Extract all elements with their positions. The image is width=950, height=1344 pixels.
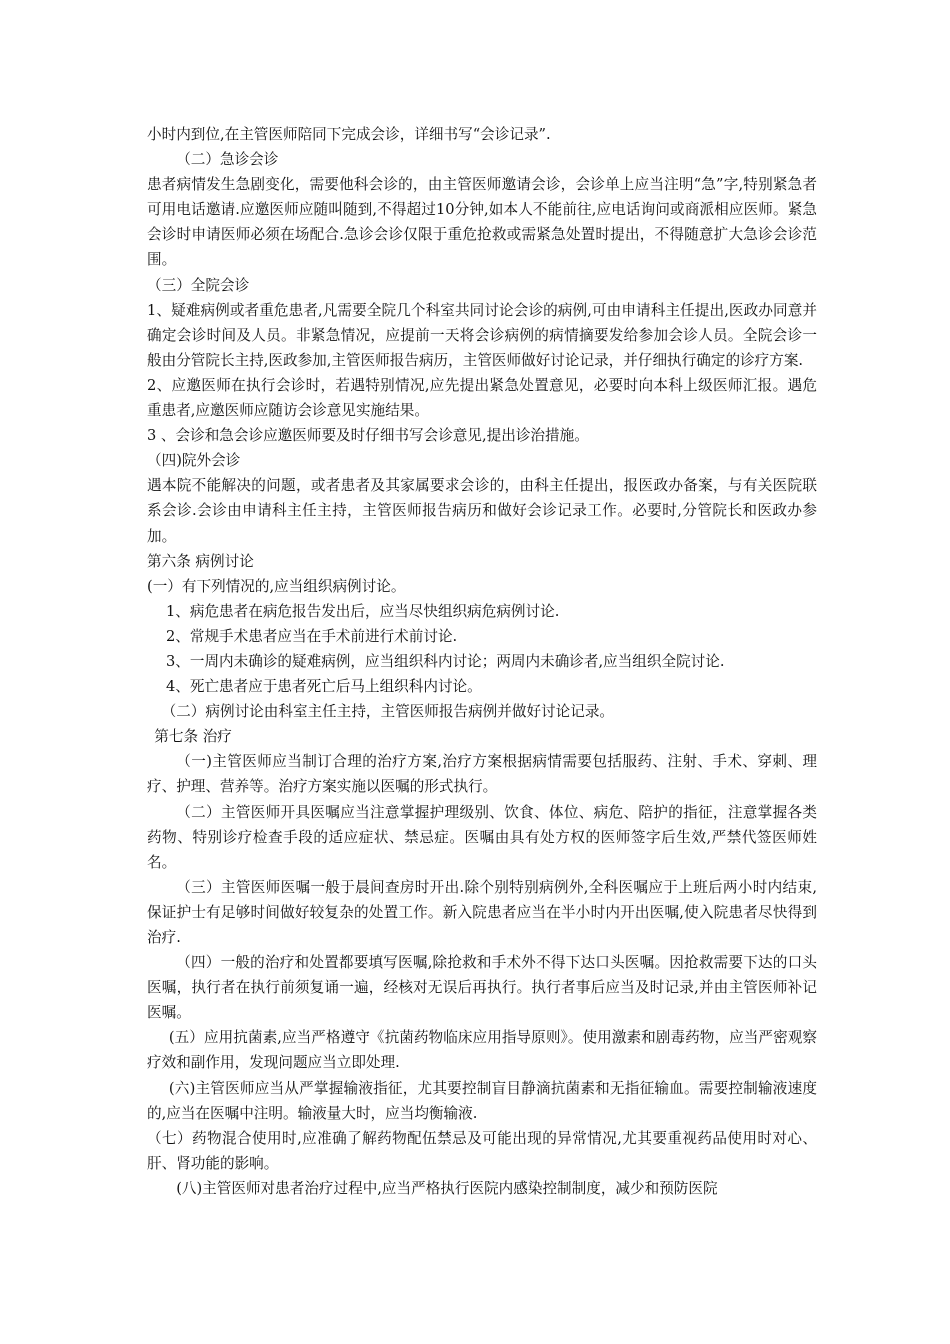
list-item: 1、病危患者在病危报告发出后，应当尽快组织病危病例讨论. — [165, 602, 560, 620]
paragraph: 遇本院不能解决的问题，或者患者及其家属要求会诊的，由科主任提出，报医政办备案，与有关医院联系会诊.会诊由申请科主任主持，主管医师报告病历和做好会诊记录工作。必要时,分管院长和医政办参加。 — [147, 477, 817, 545]
paragraph: （二）病例讨论由科室主任主持，主管医师报告病例并做好讨论记录。 — [161, 703, 615, 721]
paragraph: 小时内到位,在主管医师陪同下完成会诊，详细书写“会诊记录”. — [147, 126, 551, 143]
paragraph: 3 、会诊和急会诊应邀医师要及时仔细书写会诊意见,提出诊治措施。 — [147, 427, 589, 445]
list-item: 3、一周内未确诊的疑难病例，应当组织科内讨论；两周内未确诊者,应当组织全院讨论. — [165, 652, 725, 670]
paragraph: 患者病情发生急剧变化，需要他科会诊的，由主管医师邀请会诊，会诊单上应当注明“急”字,特别紧急者可用电话邀请.应邀医师应随叫随到,不得超过10分钟,如本人不能前往,应电话询问或商派相应医师。紧急会诊时申请医师必须在场配合.急诊会诊仅限于重危抢救或需紧急处置时提出，不得随意扩大急诊会诊范围。 — [147, 176, 817, 269]
paragraph: （一)主管医师应当制订合理的治疗方案,治疗方案根据病情需要包括服药、注射、手术、穿刺、理疗、护理、营养等。治疗方案实施以医嘱的形式执行。 — [147, 753, 817, 796]
subheading: （三）全院会诊 — [147, 276, 250, 294]
section-heading: 第六条 病例讨论 — [147, 552, 254, 570]
list-item: 2、常规手术患者应当在手术前进行术前讨论. — [165, 627, 458, 645]
subheading: （二）急诊会诊 — [176, 151, 279, 169]
paragraph: 1、疑难病例或者重危患者,凡需要全院几个科室共同讨论会诊的病例,可由申请科主任提出,医政办同意并确定会诊时间及人员。非紧急情况，应提前一天将会诊病例的病情摘要发给参加会诊人员。全院会诊一般由分管院长主持,医政参加,主管医师报告病历，主管医师做好讨论记录，并仔细执行确定的诊疗方案. — [147, 301, 817, 369]
paragraph: 2、应邀医师在执行会诊时，若遇特别情况,应先提出紧急处置意见，必要时向本科上级医师汇报。遇危重患者,应邀医师应随访会诊意见实施结果。 — [147, 376, 817, 420]
subheading: (一）有下列情况的,应当组织病例讨论。 — [147, 577, 406, 595]
subheading: （四)院外会诊 — [147, 452, 241, 470]
section-heading: 第七条 治疗 — [154, 728, 232, 746]
paragraph: （二）主管医师开具医嘱应当注意掌握护理级别、饮食、体位、病危、陪护的指征，注意掌握各类药物、特别诊疗检查手段的适应症状、禁忌症。医嘱由具有处方权的医师签字后生效,严禁代签医师姓名。 — [147, 803, 817, 871]
paragraph: (六)主管医师应当从严掌握输液指征，尤其要控制盲目静滴抗菌素和无指征输血。需要控制输液速度的,应当在医嘱中注明。输液量大时，应当均衡输液. — [147, 1079, 817, 1122]
paragraph: (八)主管医师对患者治疗过程中,应当严格执行医院内感染控制制度，减少和预防医院 — [176, 1179, 718, 1197]
paragraph: （四）一般的治疗和处置都要填写医嘱,除抢救和手术外不得下达口头医嘱。因抢救需要下达的口头医嘱，执行者在执行前须复诵一遍，经核对无误后再执行。执行者事后应当及时记录,并由主管医师补记医嘱。 — [147, 954, 817, 1022]
paragraph: （三）主管医师医嘱一般于晨间查房时开出.除个别特别病例外,全科医嘱应于上班后两小时内结束,保证护士有足够时间做好较复杂的处置工作。新入院患者应当在半小时内开出医嘱,使入院患者尽快得到治疗. — [147, 878, 817, 946]
document-page — [147, 122, 817, 1201]
list-item: 4、死亡患者应于患者死亡后马上组织科内讨论。 — [165, 678, 482, 696]
paragraph: (五）应用抗菌素,应当严格遵守《抗菌药物临床应用指导原则》。使用激素和剧毒药物，应当严密观察疗效和副作用，发现问题应当立即处理. — [147, 1029, 817, 1072]
paragraph: （七）药物混合使用时,应准确了解药物配伍禁忌及可能出现的异常情况,尤其要重视药品使用时对心、肝、肾功能的影响。 — [147, 1129, 817, 1172]
